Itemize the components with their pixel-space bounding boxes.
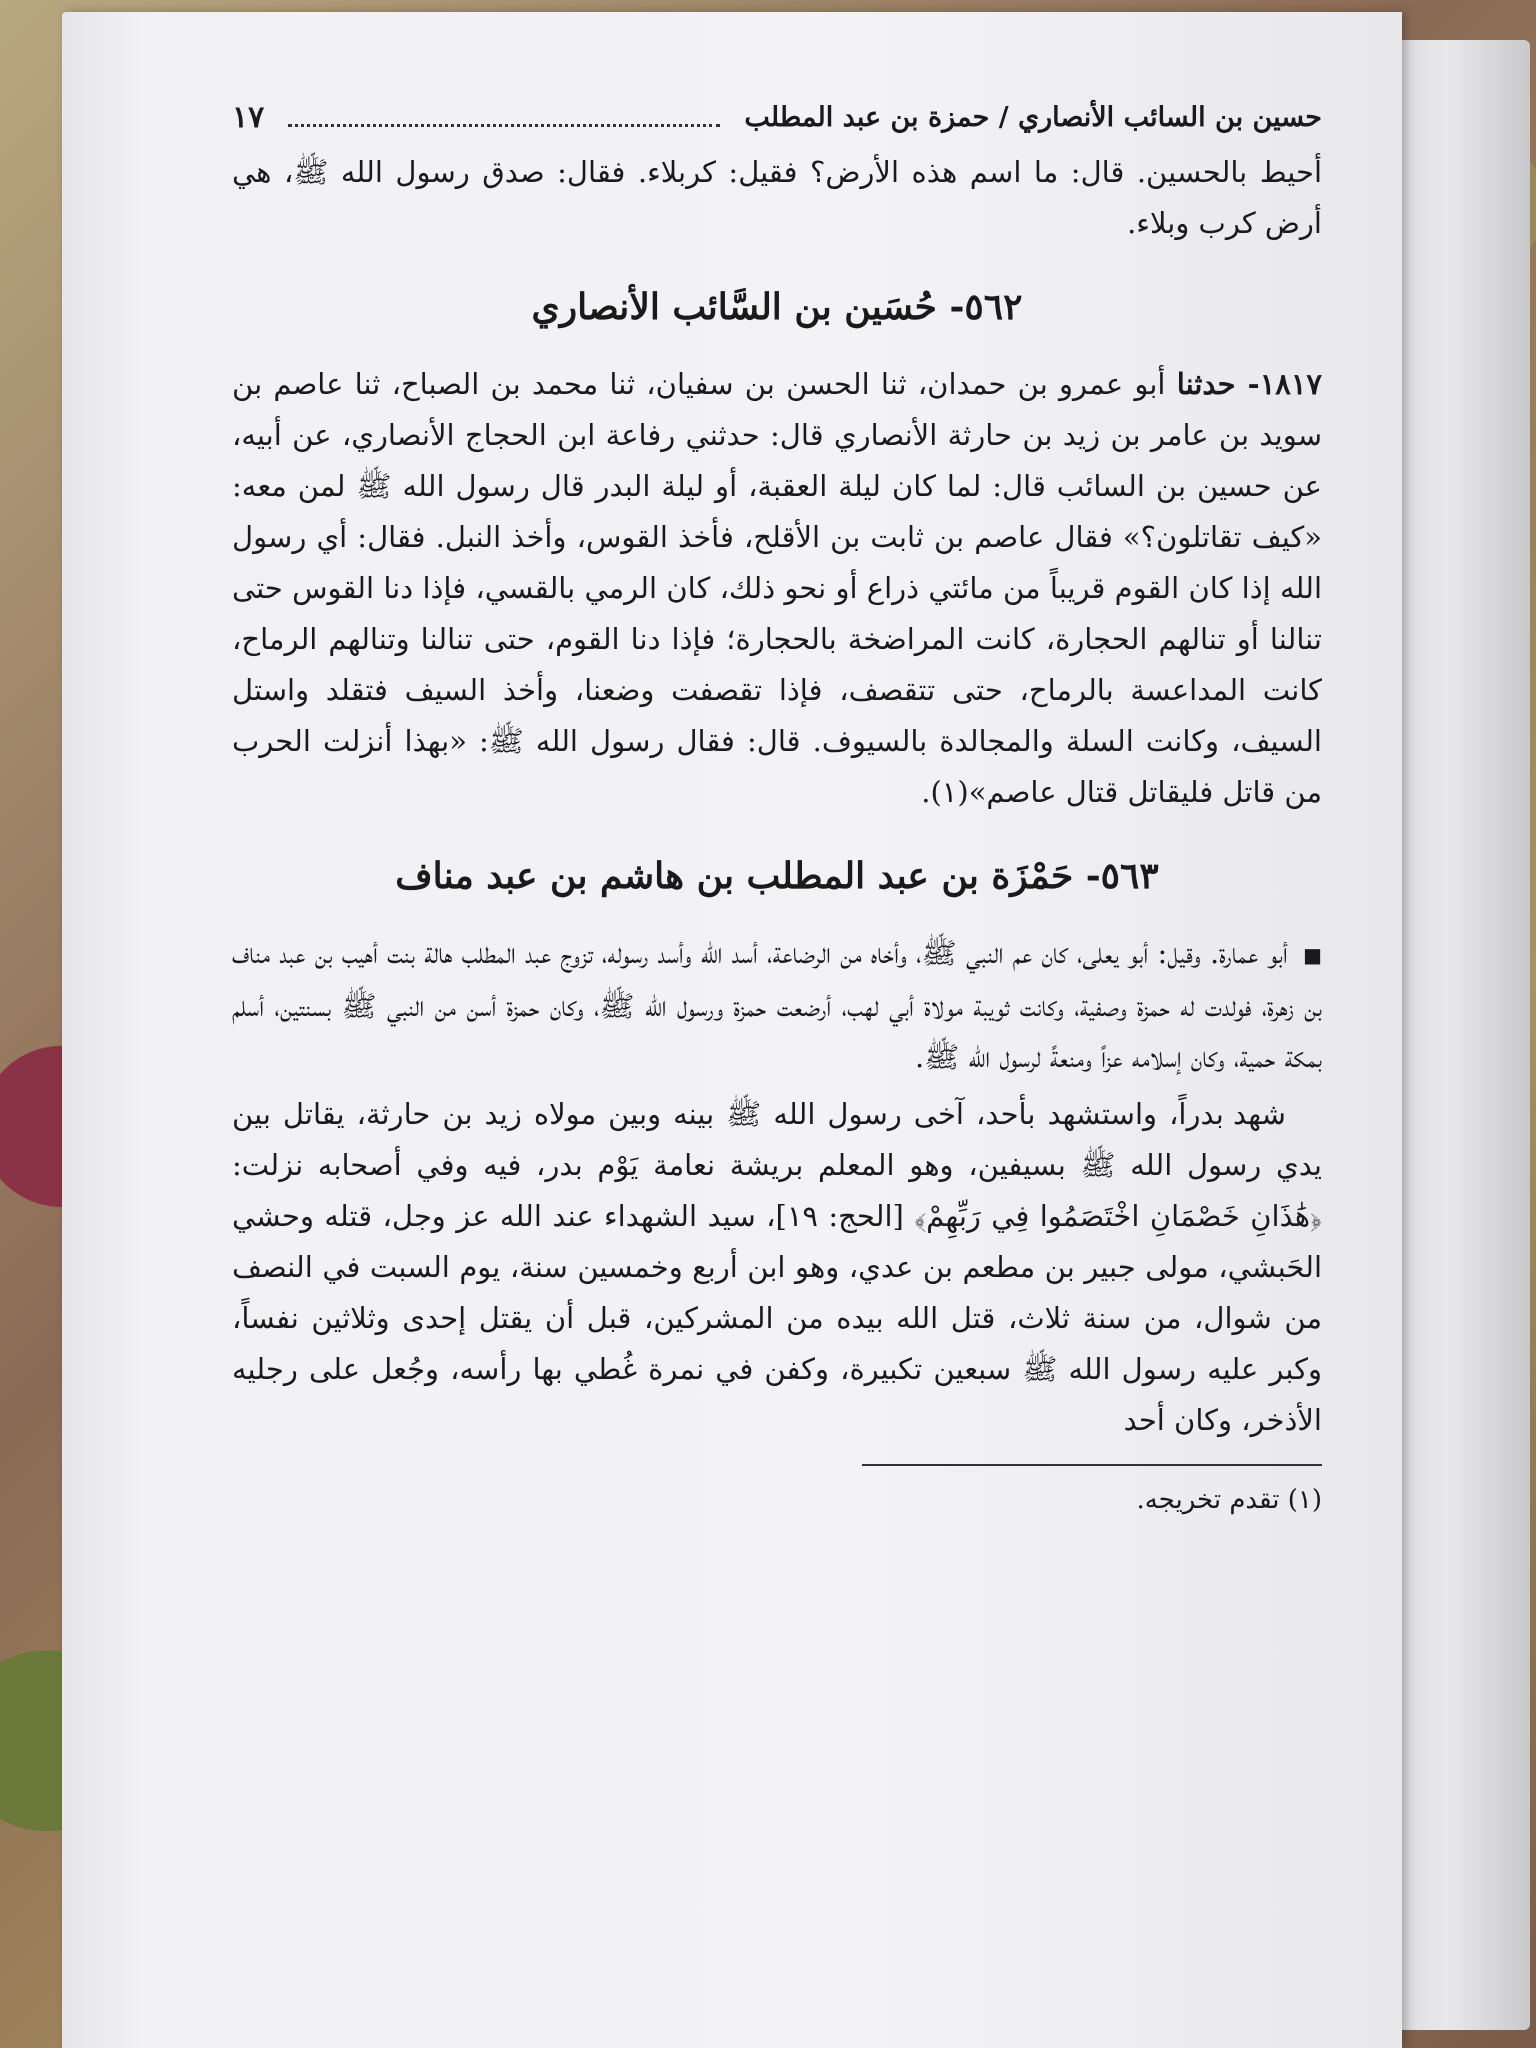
footnote: (١) تقدم تخريجه. <box>1136 1484 1322 1515</box>
hadith-1817-paragraph <box>232 359 1322 818</box>
section-563-para2-text: شهد بدراً، واستشهد بأحد، آخى رسول الله ﷺ بينه وبين مولاه زيد بن حارثة، يقاتل بين يدي رسول الله ﷺ بسيفين، وهو المعلم بريشة نعامة يَوْم بدر، فيه وفي أصحابه نزلت: ﴿هَٰذَانِ خَصْمَانِ اخْتَصَمُوا فِي رَبِّهِمْ﴾ [الحج: ١٩]، سيد الشهداء عند الله عز وجل، قتله وحشي الحَبشي، مولى جبير بن مطعم بن عدي، وهو ابن أربع وخمسين سنة، يوم السبت في النصف من شوال، من سنة ثلاث، قتل الله بيده من المشركين، قبل أن يقتل إحدى وثلاثين نفساً، وكبر عليه رسول الله ﷺ سبعين تكبيرة، وكفن في نمرة غُطي بها رأسه، وجُعل على رجليه الأذخر، وكان أحد <box>232 1096 1322 1437</box>
section-563-heading: ٥٦٣- حَمْزَة بن عبد المطلب بن هاشم بن عبد مناف <box>395 855 1159 897</box>
section-563-paragraph-2 <box>232 1089 1322 1446</box>
page-number: ١٧ <box>232 99 265 135</box>
running-head <box>232 95 1322 139</box>
hadith-body: أبو عمرو بن حمدان، ثنا الحسن بن سفيان، ثنا محمد بن الصباح، ثنا عاصم بن سويد بن عامر بن زيد بن حارثة الأنصاري قال: حدثني رفاعة ابن الحجاج الأنصاري، عن أبيه، عن حسين بن السائب قال: لما كان ليلة العقبة، أو ليلة البدر قال رسول الله ﷺ لمن معه: «كيف تقاتلون؟» فقال عاصم بن ثابت بن الأقلح، فأخذ القوس، وأخذ النبل. فقال: أي رسول الله إذا كان القوم قريباً من مائتي ذراع أو نحو ذلك، كان الرمي بالقسي، فإذا دنا القوس حتى تنالنا أو تنالهم الحجارة، كانت المراضخة بالحجارة؛ فإذا دنا القوم، حتى تنالنا وتنالهم الرماح، كانت المداعسة بالرماح، حتى تتقصف، فإذا تقصفت وضعنا، وأخذ السيف فتقلد واستل السيف، وكانت السلة والمجالدة بالسيوف. قال: فقال رسول الله ﷺ: «بهذا أنزلت الحرب من قاتل فليقاتل قتال عاصم»(١). <box>232 367 1322 809</box>
section-562-heading: ٥٦٢- حُسَين بن السَّائب الأنصاري <box>531 286 1023 328</box>
square-bullet-icon: ■ <box>1303 942 1322 967</box>
book-page-edges <box>1390 40 1530 2030</box>
section-563-paragraph-1 <box>232 928 1322 1083</box>
intro-paragraph: أحيط بالحسين. قال: ما اسم هذه الأرض؟ فقيل: كربلاء. فقال: صدق رسول الله ﷺ، هي أرض كرب وبلاء. <box>232 155 1322 240</box>
footnote-divider <box>862 1464 1322 1466</box>
running-head-title: حسين بن السائب الأنصاري / حمزة بن عبد المطلب <box>744 101 1322 133</box>
hadith-number: ١٨١٧- حدثنا <box>1176 367 1323 401</box>
page-content <box>232 95 1322 1520</box>
section-563-para1-text: أبو عمارة. وقيل: أبو يعلى، كان عم النبي ﷺ، وأخاه من الرضاعة، أسد الله وأسد رسوله، تزوج عبد المطلب هالة بنت أهيب بن عبد مناف بن زهرة، فولدت له حمزة وصفية، وكانت ثويبة مولاة أبي لهب، أرضعت حمزة ورسول الله ﷺ، وكان حمزة أسن من النبي ﷺ بسنتين، أسلم بمكة حمية، وكان إسلامه عزاً ومنعةً لرسول الله ﷺ. <box>232 936 1322 1074</box>
running-head-dots <box>288 108 720 127</box>
